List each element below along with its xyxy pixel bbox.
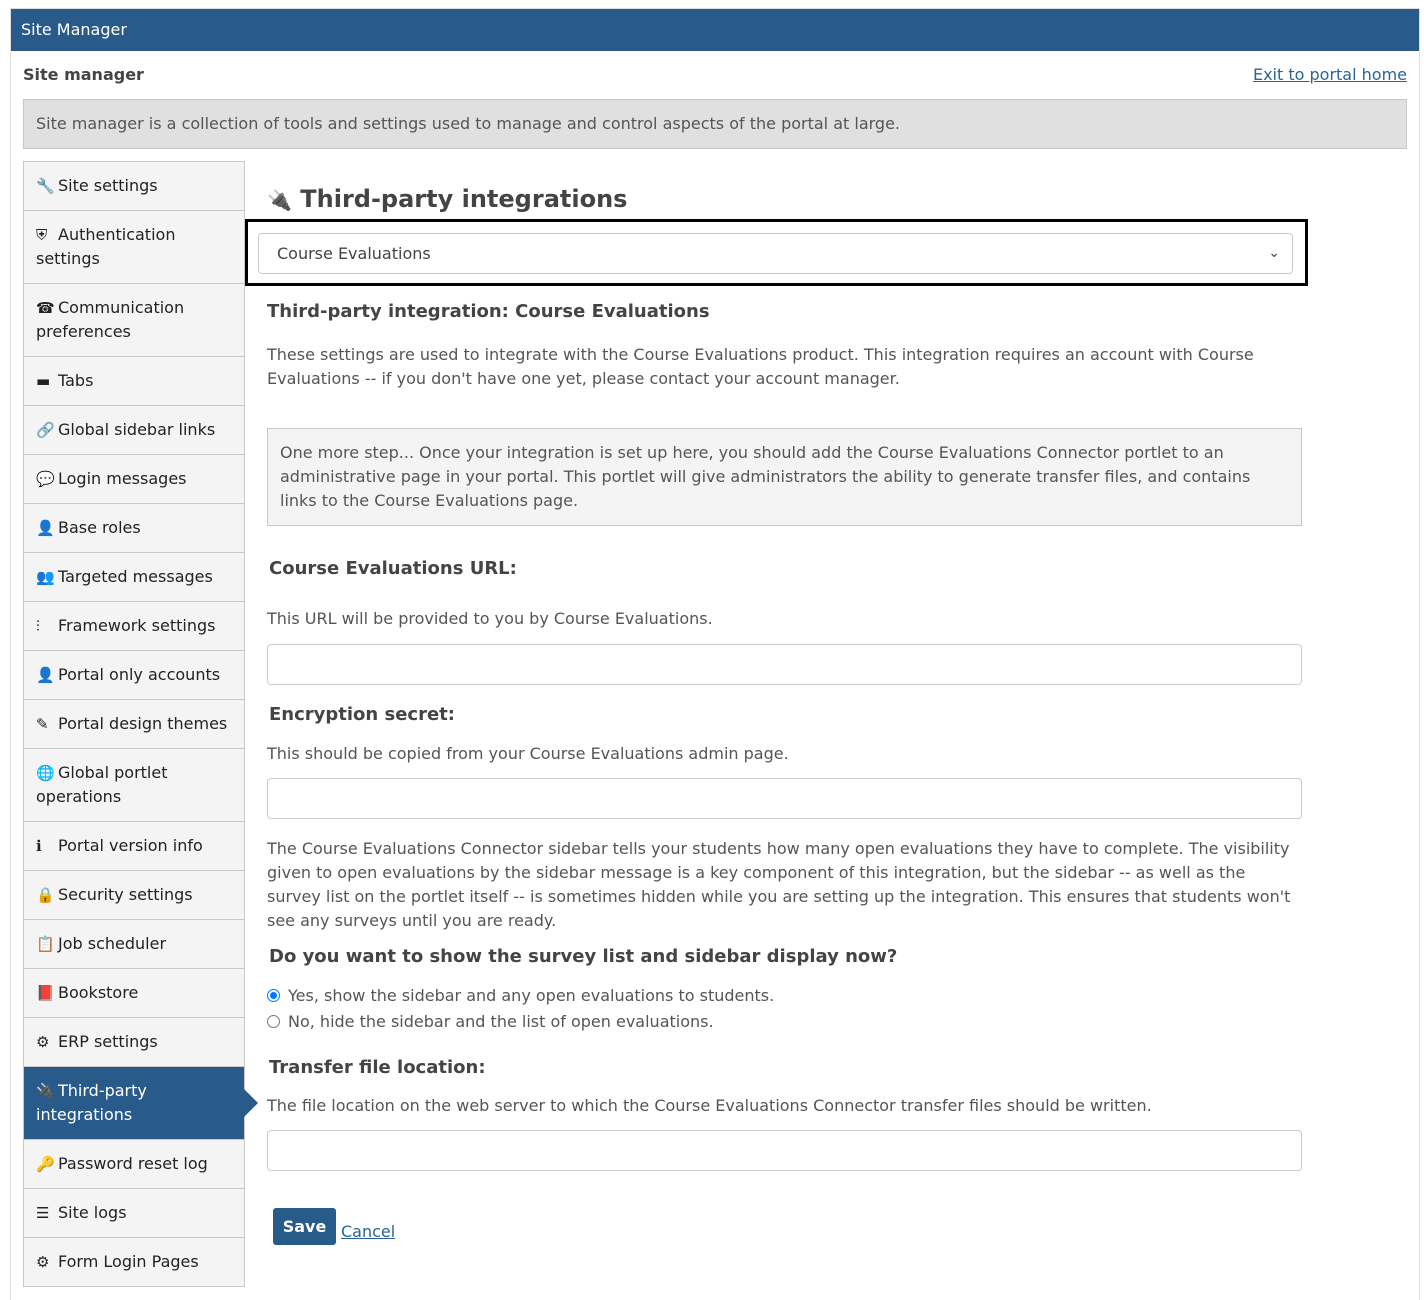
sidebar-item-base-roles[interactable] <box>24 504 244 553</box>
sidebar-item-portal-design-themes[interactable] <box>24 700 244 749</box>
cancel-link[interactable]: Cancel <box>341 1222 396 1241</box>
secret-help: This should be copied from your Course Evaluations admin page. <box>267 744 789 763</box>
sidebar-item-framework-settings[interactable] <box>24 602 244 651</box>
url-label: Course Evaluations URL: <box>269 558 517 579</box>
gear-icon: ⚙ <box>36 1033 50 1051</box>
info-icon: ℹ <box>36 837 42 855</box>
sidebar-item-label: Password reset log <box>58 1154 208 1173</box>
radio-yes-button[interactable] <box>267 989 280 1002</box>
encryption-secret-input[interactable] <box>267 778 1302 819</box>
exit-to-portal-link[interactable]: Exit to portal home <box>1252 65 1407 84</box>
user-plus-icon: 👤 <box>36 666 55 684</box>
sidebar-item-label: Site settings <box>58 176 158 195</box>
save-button[interactable]: Save <box>273 1208 336 1245</box>
sidebar-item-label: Security settings <box>58 885 193 904</box>
wrench-icon: 🔧 <box>36 177 55 195</box>
list-icon: ☰ <box>36 1204 50 1222</box>
chevron-down-icon: ⌄ <box>1268 245 1280 261</box>
sidebar-item-label: Site logs <box>58 1203 127 1222</box>
radio-no[interactable]: No, hide the sidebar and the list of open evaluations. <box>267 1009 1302 1035</box>
sidebar-item-label: Base roles <box>58 518 141 537</box>
sidebar-item-label: Portal design themes <box>58 714 228 733</box>
sidebar-item-form-login-pages[interactable] <box>24 1238 244 1287</box>
sidebar-item-site-settings[interactable] <box>24 162 244 211</box>
user-icon: 👤 <box>36 519 55 537</box>
transfer-file-location-input[interactable] <box>267 1130 1302 1171</box>
course-evaluations-url-input[interactable] <box>267 644 1302 685</box>
sidebar-item-label: Portal only accounts <box>58 665 221 684</box>
sidebar-item-portal-version-info[interactable] <box>24 822 244 871</box>
sidebar-item-label: Targeted messages <box>58 567 213 586</box>
phone-icon: ☎ <box>36 299 55 317</box>
calendar-icon: 📋 <box>36 935 55 953</box>
sidebar-item-label: Global sidebar links <box>58 420 216 439</box>
keys-icon: 🔑 <box>36 1155 55 1173</box>
sidebar-item-label: Third-party integrations <box>36 1081 147 1124</box>
sidebar-item-global-sidebar-links[interactable] <box>24 406 244 455</box>
url-help: This URL will be provided to you by Course Evaluations. <box>267 609 713 628</box>
radio-no-button[interactable] <box>267 1015 280 1028</box>
radio-yes[interactable]: Yes, show the sidebar and any open evaluations to students. <box>267 983 1302 1009</box>
show-question: Do you want to show the survey list and sidebar display now? <box>269 946 898 967</box>
sidebar-item-tabs[interactable] <box>24 357 244 406</box>
page-subtitle: Site manager <box>23 65 144 84</box>
sidebar-item-label: Framework settings <box>58 616 216 635</box>
shield-icon: ⛨ <box>36 226 48 244</box>
integration-select-highlight <box>245 219 1308 286</box>
brush-icon: ✎ <box>36 715 49 733</box>
sidebar-item-label: Form Login Pages <box>58 1252 199 1271</box>
sidebar-item-label: Authentication settings <box>36 225 176 268</box>
folder-icon: ▬ <box>36 372 51 390</box>
sidebar-item-label: Login messages <box>58 469 187 488</box>
sidebar-item-label: Portal version info <box>58 836 203 855</box>
section-title: Third-party integration: Course Evaluations <box>267 301 710 322</box>
sidebar-item-label: Communication preferences <box>36 298 185 341</box>
globe-icon: 🌐 <box>36 764 55 782</box>
sidebar-item-erp-settings[interactable] <box>24 1018 244 1067</box>
header-bar: Site Manager <box>11 9 1419 51</box>
sidebar-item-site-logs[interactable] <box>24 1189 244 1238</box>
page-title: 🔌 Third-party integrations <box>267 185 628 213</box>
description: These settings are used to integrate with the Course Evaluations product. This integration requires an account with Course Evaluations -- if you don't have one yet, please contact your account manager. <box>267 345 1254 388</box>
sidebar-item-communication-preferences[interactable] <box>24 284 244 357</box>
transfer-label: Transfer file location: <box>269 1057 486 1078</box>
sidebar-item-job-scheduler[interactable] <box>24 920 244 969</box>
sidebar-info: The Course Evaluations Connector sidebar tells your students how many open evaluations they have to complete. The visibility given to open evaluations by the sidebar message is a key component of this integration, but the sidebar -- as well as the survey list on the portlet itself -- is sometimes hidden while you are setting up the integration. This ensures that students won't see any surveys until you are ready. <box>267 839 1291 930</box>
secret-label: Encryption secret: <box>269 704 455 725</box>
sidebar-item-password-reset-log[interactable] <box>24 1140 244 1189</box>
sidebar-item-authentication-settings[interactable] <box>24 211 244 284</box>
sidebar-item-portal-only-accounts[interactable] <box>24 651 244 700</box>
sidebar-item-bookstore[interactable] <box>24 969 244 1018</box>
sidebar-item-label: Tabs <box>58 371 94 390</box>
sidebar-item-label: Job scheduler <box>58 934 167 953</box>
site-manager-window <box>10 8 1420 1300</box>
sidebar-item-label: Bookstore <box>58 983 139 1002</box>
plug-icon: 🔌 <box>267 188 292 212</box>
sliders-icon: ⫶ <box>36 617 40 635</box>
transfer-help: The file location on the web server to which the Course Evaluations Connector transfer files should be written. <box>267 1096 1152 1115</box>
sidebar-item-third-party-integrations[interactable] <box>24 1067 244 1140</box>
info-note: One more step... Once your integration is set up here, you should add the Course Evaluations Connector portlet to an administrative page in your portal. This portlet will give administrators the ability to generate transfer files, and contains links to the Course Evaluations page. <box>267 428 1302 526</box>
gears-icon: ⚙ <box>36 1253 50 1271</box>
sidebar-item-targeted-messages[interactable] <box>24 553 244 602</box>
users-icon: 👥 <box>36 568 55 586</box>
sidebar-item-global-portlet-operations[interactable] <box>24 749 244 822</box>
plug-icon: 🔌 <box>36 1082 55 1100</box>
sidebar-item-security-settings[interactable] <box>24 871 244 920</box>
sidebar-item-label: ERP settings <box>58 1032 158 1051</box>
sidebar-item-label: Global portlet operations <box>36 763 168 806</box>
sidebar-item-login-messages[interactable] <box>24 455 244 504</box>
intro-banner: Site manager is a collection of tools and settings used to manage and control aspects of the portal at large. <box>23 99 1407 149</box>
main-content <box>257 161 1307 1241</box>
lock-icon: 🔒 <box>36 886 55 904</box>
sidebar-nav <box>23 161 245 1287</box>
comment-icon: 💬 <box>36 470 55 488</box>
link-icon: 🔗 <box>36 421 55 439</box>
book-icon: 📕 <box>36 984 55 1002</box>
integration-select[interactable]: Course Evaluations ⌄ <box>258 233 1293 274</box>
